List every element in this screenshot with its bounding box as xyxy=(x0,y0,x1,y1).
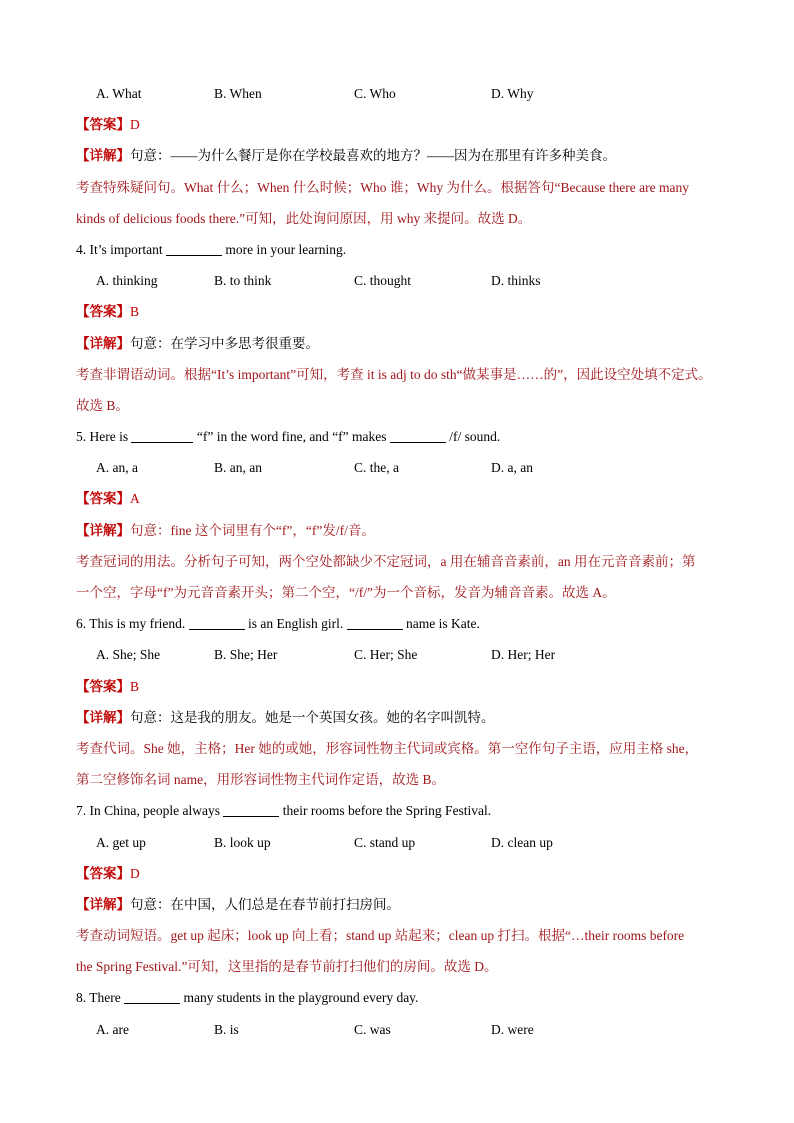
q5-options xyxy=(76,452,726,483)
answer-blank xyxy=(347,615,403,630)
stem-text: their rooms before the Spring Festival. xyxy=(282,803,492,819)
detail-text: 句意：在中国，人们总是在春节前打扫房间。 xyxy=(130,896,400,912)
stem-text: 8. There xyxy=(76,990,121,1006)
q6-option-b: B. She; Her xyxy=(214,647,278,663)
q3-analysis-2: kinds of delicious foods there.”可知，此处询问原因，用 why 来提问。故选 D。 xyxy=(76,210,532,226)
q6-answer xyxy=(76,671,726,702)
stem-text: 5. Here is xyxy=(76,429,129,445)
q6-option-c: C. Her; She xyxy=(354,647,418,663)
q5-answer xyxy=(76,483,726,514)
stem-text: “f” in the word fine, and “f” makes xyxy=(196,429,387,445)
q8-options xyxy=(76,1014,726,1045)
q4-detail xyxy=(76,328,726,359)
q3-options xyxy=(76,78,726,109)
q4-options xyxy=(76,265,726,296)
answer-value: D xyxy=(130,865,140,881)
q8-option-d: D. were xyxy=(491,1021,534,1037)
q6-analysis-2: 第二空修饰名词 name，用形容词性物主代词作定语，故选 B。 xyxy=(76,772,445,788)
q5-analysis-2: 一个空，字母“f”为元音音素开头；第二个空，“/f/”为一个音标，发音为辅音音素。故选 A。 xyxy=(76,585,616,600)
stem-text: more in your learning. xyxy=(225,241,347,257)
q7-options xyxy=(76,827,726,858)
q4-stem xyxy=(76,234,726,265)
q5-analysis-1: 考查冠词的用法。分析句子可知，两个空处都缺少不定冠词，a 用在辅音音素前，an 用在元音音素前；第 xyxy=(76,553,696,569)
q6-stem xyxy=(76,608,726,639)
answer-tag: 【答案】 xyxy=(76,304,130,320)
q8-option-a: A. are xyxy=(96,1021,129,1037)
detail-text: 句意：fine 这个词里有个“f”，“f”发/f/音。 xyxy=(130,522,375,538)
q3-option-c: C. Who xyxy=(354,86,396,101)
document-page xyxy=(76,78,726,1045)
detail-tag: 【详解】 xyxy=(76,335,130,351)
q7-option-b: B. look up xyxy=(214,834,271,850)
answer-blank xyxy=(189,615,245,630)
q7-answer xyxy=(76,858,726,889)
q3-option-d: D. Why xyxy=(491,86,534,101)
q7-detail xyxy=(76,889,726,920)
q5-detail xyxy=(76,515,726,546)
answer-blank xyxy=(131,428,193,443)
detail-tag: 【详解】 xyxy=(76,522,130,538)
answer-tag: 【答案】 xyxy=(76,491,130,507)
q3-option-b: B. When xyxy=(214,86,262,101)
q4-option-d: D. thinks xyxy=(491,273,541,289)
detail-text: 句意：——为什么餐厅是你在学校最喜欢的地方？——因为在那里有许多种美食。 xyxy=(130,148,616,164)
stem-text: 4. It’s important xyxy=(76,241,163,257)
stem-text: 7. In China, people always xyxy=(76,803,220,819)
q5-option-d: D. a, an xyxy=(491,460,533,476)
answer-value: A xyxy=(130,491,140,507)
q4-option-c: C. thought xyxy=(354,273,412,289)
detail-tag: 【详解】 xyxy=(76,709,130,725)
q7-option-a: A. get up xyxy=(96,834,146,850)
answer-tag: 【答案】 xyxy=(76,678,130,694)
answer-blank xyxy=(124,989,180,1004)
answer-value: B xyxy=(130,678,140,694)
q8-option-b: B. is xyxy=(214,1021,239,1037)
q5-option-a: A. an, a xyxy=(96,460,138,476)
q4-analysis-2: 故选 B。 xyxy=(76,397,129,413)
answer-value: B xyxy=(130,304,140,320)
q7-stem xyxy=(76,795,726,826)
q6-detail xyxy=(76,702,726,733)
q3-detail xyxy=(76,140,726,171)
q5-stem xyxy=(76,421,726,452)
q5-option-c: C. the, a xyxy=(354,460,399,476)
q8-stem xyxy=(76,982,726,1013)
detail-text: 句意：这是我的朋友。她是一个英国女孩。她的名字叫凯特。 xyxy=(130,709,495,725)
q7-analysis-2: the Spring Festival.”可知，这里指的是春节前打扫他们的房间。故选 D。 xyxy=(76,959,498,975)
answer-blank xyxy=(390,428,446,443)
q8-option-c: C. was xyxy=(354,1021,391,1037)
q7-option-c: C. stand up xyxy=(354,834,416,850)
stem-text: many students in the playground every day. xyxy=(183,990,419,1006)
q6-options xyxy=(76,639,726,670)
stem-text: /f/ sound. xyxy=(449,429,501,445)
q4-option-b: B. to think xyxy=(214,273,272,289)
q6-analysis-1: 考查代词。She 她，主格；Her 她的或她，形容词性物主代词或宾格。第一空作句子主语，应用主格 she， xyxy=(76,740,699,756)
q6-option-d: D. Her; Her xyxy=(491,647,556,663)
stem-text: name is Kate. xyxy=(406,616,480,632)
q6-option-a: A. She; She xyxy=(96,647,161,663)
q4-analysis-1: 考查非谓语动词。根据“It’s important”可知，考查 it is adj to do sth“做某事是……的”，因此设空处填不定式。 xyxy=(76,366,712,382)
stem-text: is an English girl. xyxy=(248,616,344,632)
answer-tag: 【答案】 xyxy=(76,865,130,881)
answer-tag: 【答案】 xyxy=(76,117,130,133)
q5-option-b: B. an, an xyxy=(214,460,262,476)
answer-blank xyxy=(166,241,222,256)
q7-analysis-1: 考查动词短语。get up 起床；look up 向上看；stand up 站起来；clean up 打扫。根据“…their rooms before xyxy=(76,928,685,944)
q3-option-a: A. What xyxy=(96,86,142,101)
answer-value: D xyxy=(130,117,140,133)
stem-text: 6. This is my friend. xyxy=(76,616,186,632)
q4-option-a: A. thinking xyxy=(96,273,158,289)
q4-answer xyxy=(76,296,726,327)
answer-blank xyxy=(223,802,279,817)
detail-tag: 【详解】 xyxy=(76,148,130,164)
detail-text: 句意：在学习中多思考很重要。 xyxy=(130,335,319,351)
q7-option-d: D. clean up xyxy=(491,834,553,850)
q3-answer xyxy=(76,109,726,140)
q3-analysis-1: 考查特殊疑问句。What 什么；When 什么时候；Who 谁；Why 为什么。根据答句“Because there are many xyxy=(76,179,689,195)
detail-tag: 【详解】 xyxy=(76,896,130,912)
